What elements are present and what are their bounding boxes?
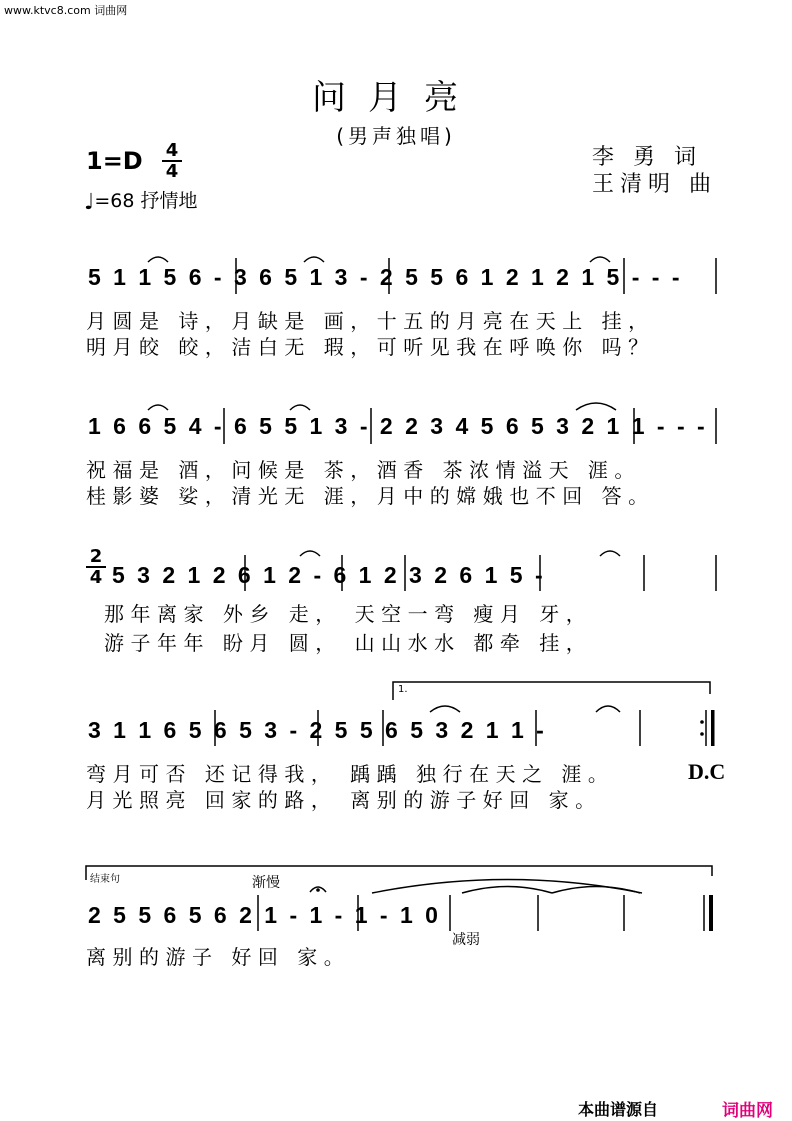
tempo-text: =68 抒情地 bbox=[94, 190, 198, 212]
site-watermark: www.ktvc8.com 词曲网 bbox=[4, 4, 128, 17]
volta-bracket bbox=[393, 682, 710, 700]
notation-row-5: 2 5 5 6 5 6 2 1 - 1 - 1 - 1 0 bbox=[88, 902, 441, 928]
ending-bracket bbox=[86, 866, 712, 880]
notation-row-1: 5 1 1 5 6 - 3 6 5 1 3 - 2 5 5 6 1 2 1 2 1 5 - - - bbox=[88, 264, 683, 290]
slur bbox=[600, 551, 620, 556]
repeat-dot bbox=[700, 720, 704, 724]
source-label: 本曲谱源自 bbox=[578, 1100, 659, 1119]
lyricist-credit: 李 勇 词 bbox=[592, 145, 702, 170]
ending-label: 结束句 bbox=[90, 874, 120, 885]
song-title: 问月亮 bbox=[312, 78, 480, 118]
song-subtitle: (男声独唱) bbox=[336, 124, 456, 148]
fermata-dot bbox=[316, 888, 320, 892]
site-logo: 词曲网 bbox=[722, 1101, 773, 1121]
dynamics-marking: 减弱 bbox=[452, 932, 480, 948]
notation-row-2: 1 6 6 5 4 - 6 5 5 1 3 - 2 2 3 4 5 6 5 3 2 1 1 - - - bbox=[88, 413, 708, 439]
repeat-end-barline bbox=[711, 710, 715, 746]
lyrics-row-3-verse-1: 那年离家 外乡 走， 天空一弯 瘦月 牙， bbox=[104, 602, 593, 626]
slur bbox=[148, 257, 168, 262]
slur bbox=[576, 403, 616, 410]
slur bbox=[300, 551, 320, 556]
slur bbox=[590, 257, 610, 262]
time-signature-top: 4 bbox=[165, 140, 179, 161]
da-capo-marking: D.C bbox=[688, 759, 726, 784]
lyrics-row-2-verse-1: 祝福是 酒，问候是 茶，酒香 茶浓情溢天 涯。 bbox=[86, 458, 641, 482]
quarter-note-icon: ♩ bbox=[84, 190, 95, 215]
composer-credit: 王清明 曲 bbox=[592, 172, 717, 197]
slur bbox=[596, 706, 620, 712]
key-signature: 1=D bbox=[86, 147, 143, 175]
time-signature-row-3-bottom: 4 bbox=[89, 567, 103, 588]
slur bbox=[304, 257, 324, 262]
repeat-dot bbox=[700, 732, 704, 736]
lyrics-row-5: 离别的游子 好回 家。 bbox=[86, 945, 351, 969]
time-signature-bottom: 4 bbox=[165, 161, 179, 182]
final-barline bbox=[709, 895, 713, 931]
slur bbox=[430, 706, 460, 712]
lyrics-row-4-verse-1: 弯月可否 还记得我， 踽踽 独行在天之 涯。 bbox=[86, 762, 615, 786]
notation-row-3: 5 3 2 1 2 6 1 2 - 6 1 2 3 2 6 1 5 - bbox=[112, 562, 546, 588]
lyrics-row-1-verse-1: 月圆是 诗，月缺是 画，十五的月亮在天上 挂， bbox=[86, 309, 655, 333]
time-signature-row-3-top: 2 bbox=[89, 546, 103, 567]
lyrics-row-3-verse-2: 游子年年 盼月 圆， 山山水水 都牵 挂， bbox=[104, 631, 593, 655]
lyrics-row-2-verse-2: 桂影婆 娑，清光无 涯，月中的嫦娥也不回 答。 bbox=[86, 484, 655, 508]
lyrics-row-4-verse-2: 月光照亮 回家的路， 离别的游子好回 家。 bbox=[86, 788, 602, 812]
notation-row-4: 3 1 1 6 5 6 5 3 - 2 5 5 6 5 3 2 1 1 - bbox=[88, 717, 547, 743]
tempo-change-marking: 渐慢 bbox=[252, 875, 280, 891]
slur bbox=[148, 405, 168, 410]
volta-label: 1. bbox=[398, 684, 408, 695]
slur bbox=[290, 405, 310, 410]
slur bbox=[462, 887, 552, 894]
lyrics-row-1-verse-2: 明月皎 皎，洁白无 瑕，可听见我在呼唤你 吗？ bbox=[86, 335, 655, 359]
slur bbox=[552, 887, 640, 894]
